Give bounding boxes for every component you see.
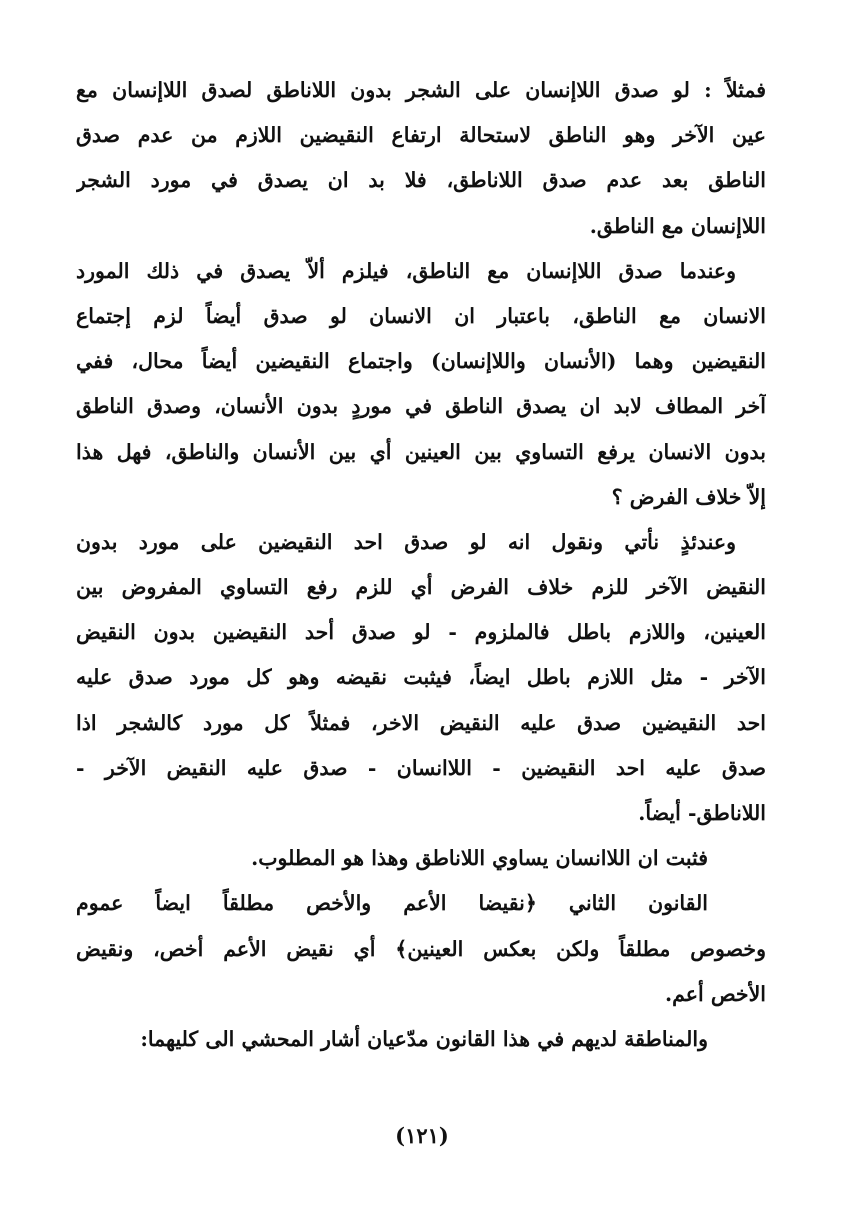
text-line: الأخص أعم. xyxy=(664,981,766,1006)
text-line: إلاّ خلاف الفرض ؟ xyxy=(611,484,766,509)
text-line: فثبت ان اللاانسان يساوي اللاناطق وهذا هو المطلوب. xyxy=(251,846,708,871)
text-line: الناطق بعد عدم صدق اللاناطق، فلا بد ان يصدق في مورد الشجر xyxy=(76,168,766,193)
text-line: آخر المطاف لابد ان يصدق الناطق في موردٍ بدون الأنسان، وصدق الناطق xyxy=(76,394,766,419)
text-line: اللاإنسان مع الناطق. xyxy=(589,213,766,238)
text-line: فمثلاً : لو صدق اللاإنسان على الشجر بدون اللاناطق لصدق اللاإنسان مع xyxy=(76,78,766,102)
text-line: والمناطقة لديهم في هذا القانون مدّعيان أشار المحشي الى كليهما: xyxy=(140,1026,708,1051)
text-line: العينين، واللازم باطل فالملزوم - لو صدق أحد النقيضين بدون النقيض xyxy=(76,620,766,645)
text-line: النقيضين وهما (الأنسان واللاإنسان) واجتماع النقيضين أيضاً محال، ففي xyxy=(76,349,766,374)
text-line: القانون الثاني ﴿نقيضا الأعم والأخص مطلقاً ايضاً عموم xyxy=(76,891,708,916)
text-line: بدون الانسان يرفع التساوي بين العينين أي بين الأنسان والناطق، فهل هذا xyxy=(76,439,766,464)
text-line: الانسان مع الناطق، باعتبار ان الانسان لو صدق أيضاً لزم إجتماع xyxy=(76,303,766,328)
text-line: اللاناطق- أيضاً. xyxy=(638,801,766,825)
text-line: احد النقيضين صدق عليه النقيض الاخر، فمثلاً كل مورد كالشجر اذا xyxy=(76,710,766,735)
text-line: الآخر - مثل اللازم باطل ايضاً، فيثبت نقيضه وهو كل مورد صدق عليه xyxy=(76,665,766,690)
text-line: وعندما صدق اللاإنسان مع الناطق، فيلزم ألاّ يصدق في ذلك المورد xyxy=(76,258,736,283)
page-number: (١٢١) xyxy=(395,1123,449,1148)
text-line: وعندئذٍ نأتي ونقول انه لو صدق احد النقيضين على مورد بدون xyxy=(76,529,736,554)
body-text xyxy=(76,68,766,1062)
text-line: عين الآخر وهو الناطق لاستحالة ارتفاع النقيضين اللازم من عدم صدق xyxy=(76,123,766,148)
text-line: وخصوص مطلقاً ولكن بعكس العينين﴾ أي نقيض الأعم أخص، ونقيض xyxy=(76,936,766,961)
text-line: النقيض الآخر للزم خلاف الفرض أي للزم رفع التساوي المفروض بين xyxy=(76,575,766,600)
text-line: صدق عليه احد النقيضين - اللاانسان - صدق عليه النقيض الآخر - xyxy=(76,755,766,780)
